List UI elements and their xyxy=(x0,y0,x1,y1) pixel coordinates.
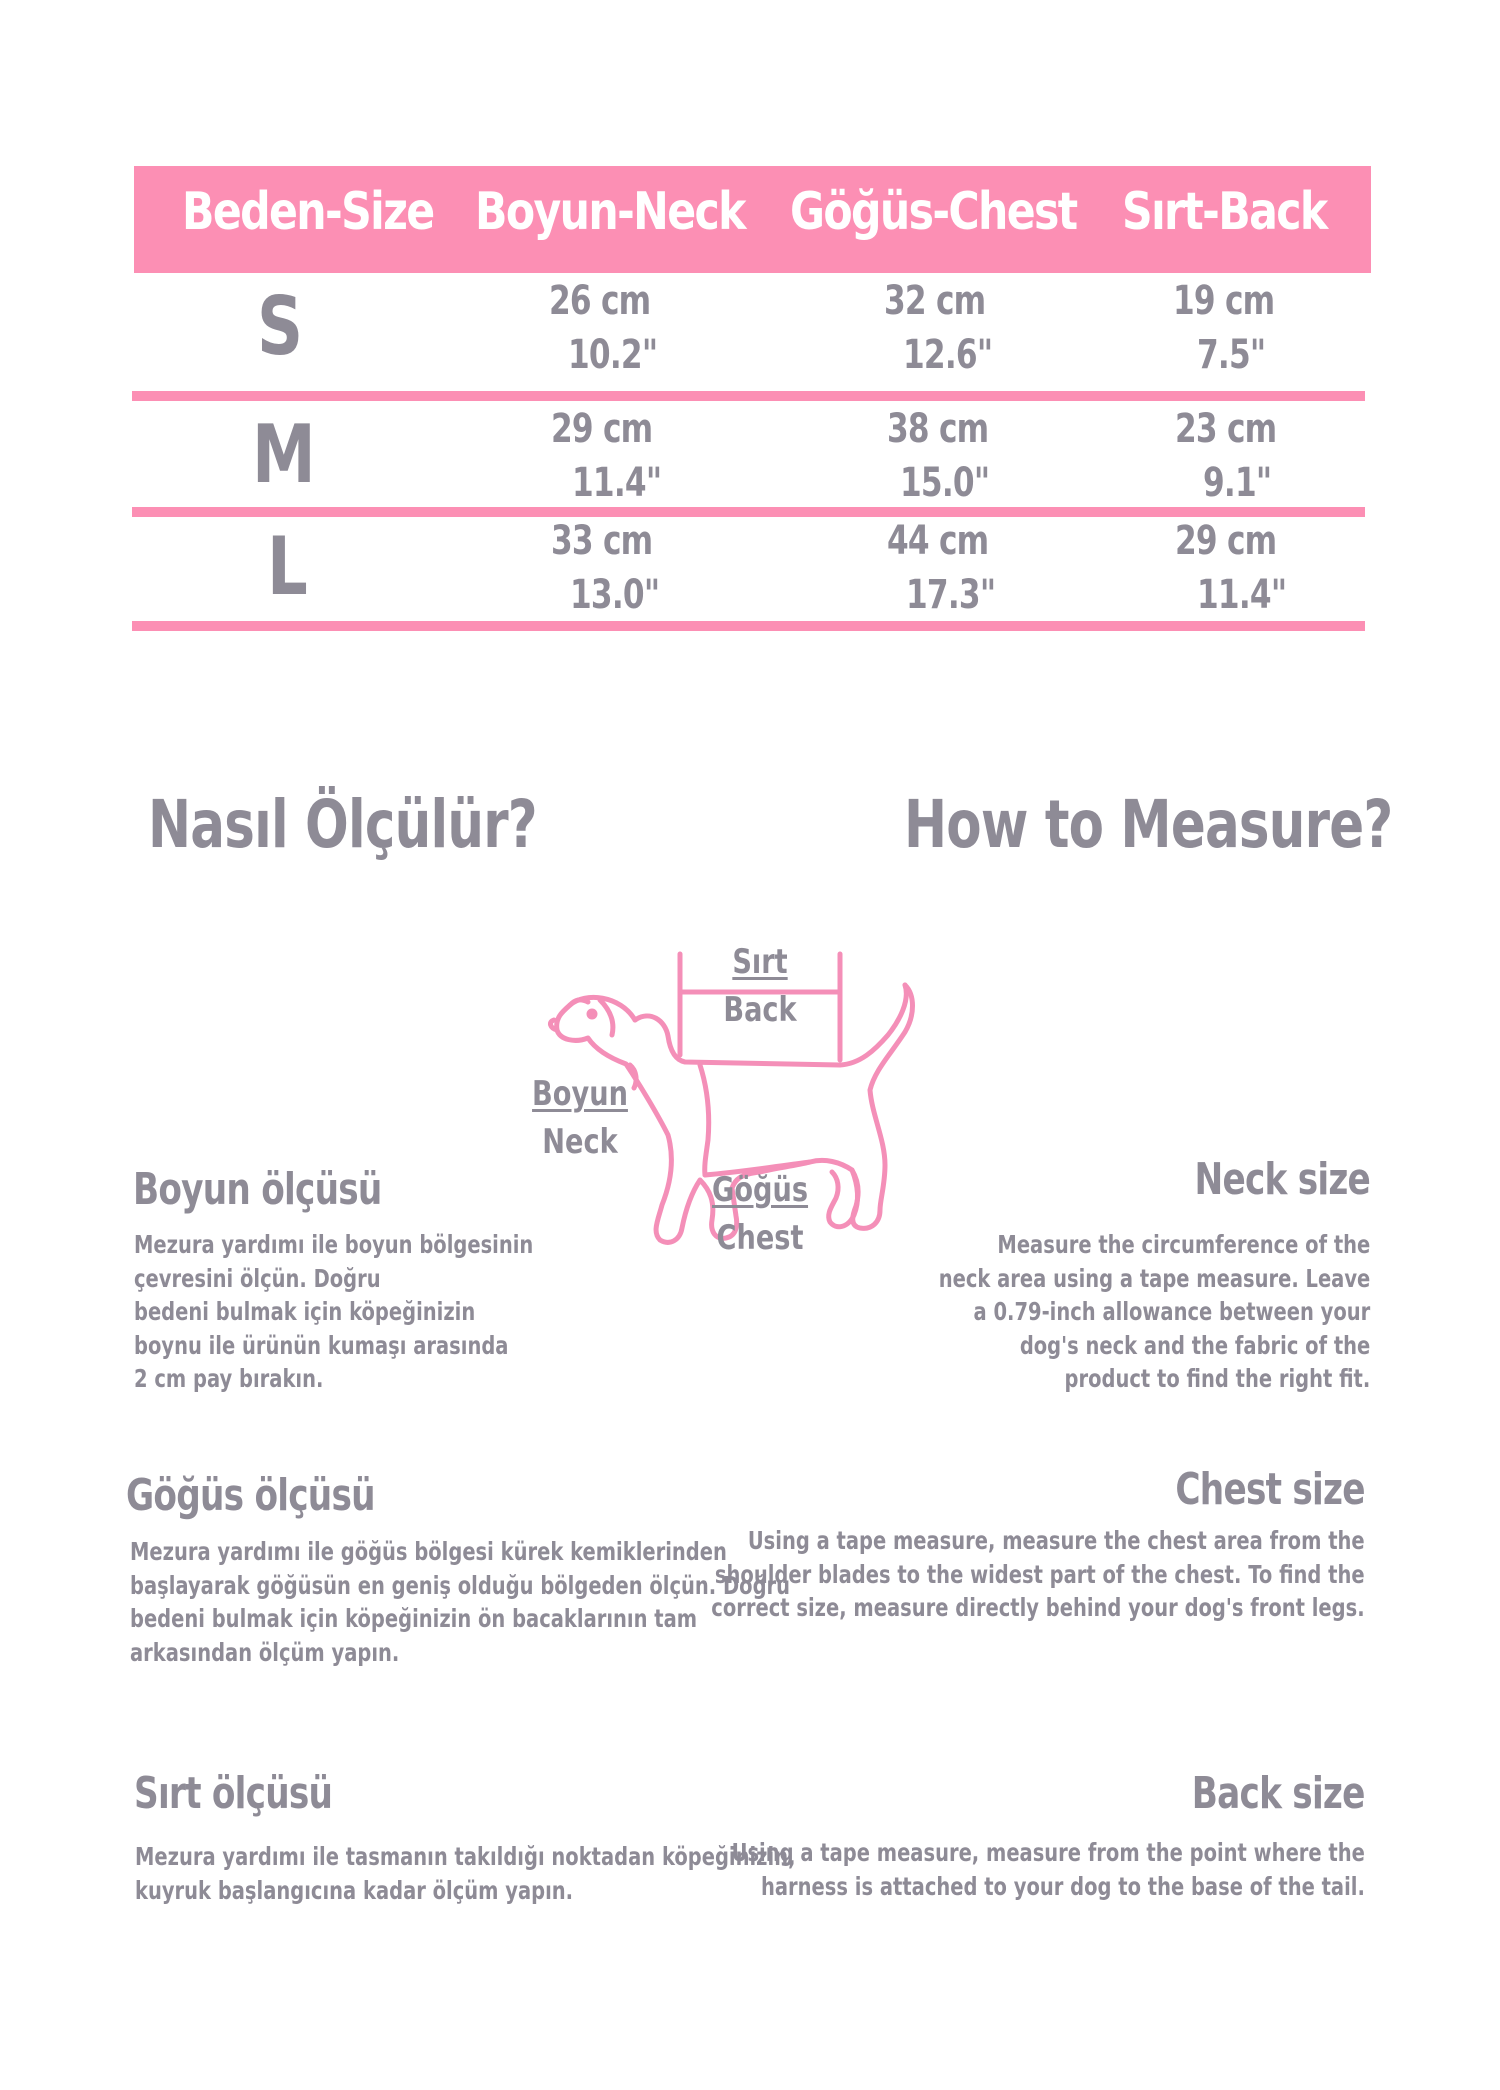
neck-en-title: Neck size xyxy=(1194,1154,1370,1205)
cell-l-chest-cm: 44 cm xyxy=(887,518,989,564)
neck-tr-title: Boyun ölçüsü xyxy=(133,1164,382,1215)
title-en: How to Measure? xyxy=(904,786,1393,863)
diagram-neck-label xyxy=(532,1070,628,1166)
row-size-m: M xyxy=(252,408,316,501)
chest-tr-body: Mezura yardımı ile göğüs bölgesi kürek kemiklerinden başlayarak göğüsün en geniş olduğu bölgeden ölçün. Doğru bedeni bulmak için köpeğinizin ön bacaklarının tam arkasından ölçüm yapın. xyxy=(130,1537,791,1667)
cell-s-back-in: 7.5" xyxy=(1197,332,1266,378)
chest-tr-title: Göğüs ölçüsü xyxy=(126,1470,375,1521)
cell-l-back-in: 11.4" xyxy=(1197,572,1287,618)
row-divider xyxy=(132,391,1365,401)
diagram-chest-en: Chest xyxy=(716,1218,804,1258)
diagram-back-label xyxy=(712,938,808,1034)
back-en-body: Using a tape measure, measure from the point where the harness is attached to your dog to the base of the tail. xyxy=(731,1838,1365,1901)
header-back: Sırt-Back xyxy=(1122,182,1327,242)
cell-l-neck-cm: 33 cm xyxy=(551,518,653,564)
cell-s-neck-cm: 26 cm xyxy=(549,278,651,324)
row-size-l: L xyxy=(267,520,308,613)
diagram-back-tr: Sırt xyxy=(732,942,788,982)
row-divider xyxy=(132,621,1365,631)
diagram-neck-tr: Boyun xyxy=(532,1074,628,1114)
diagram-chest-tr: Göğüs xyxy=(712,1170,809,1210)
cell-m-back-in: 9.1" xyxy=(1203,460,1272,506)
header-neck: Boyun-Neck xyxy=(475,182,745,242)
chest-en-title: Chest size xyxy=(1175,1464,1365,1515)
title-tr: Nasıl Ölçülür? xyxy=(148,786,537,863)
back-tr-body: Mezura yardımı ile tasmanın takıldığı noktadan köpeğinizin, kuyruk başlangıcına kadar ölçüm yapın. xyxy=(135,1842,796,1905)
header-chest: Göğüs-Chest xyxy=(790,182,1077,242)
cell-s-chest-in: 12.6" xyxy=(903,332,993,378)
cell-m-chest-cm: 38 cm xyxy=(887,406,989,452)
neck-tr-body: Mezura yardımı ile boyun bölgesinin çevresini ölçün. Doğru bedeni bulmak için köpeğinizin boynu ile ürünün kumaşı arasında 2 cm pay bırakın. xyxy=(134,1230,534,1393)
diagram-neck-en: Neck xyxy=(542,1122,618,1162)
cell-l-neck-in: 13.0" xyxy=(570,572,660,618)
row-size-s: S xyxy=(257,280,304,373)
back-tr-title: Sırt ölçüsü xyxy=(134,1768,333,1819)
header-size: Beden-Size xyxy=(182,182,434,242)
diagram-back-en: Back xyxy=(723,990,797,1030)
cell-l-chest-in: 17.3" xyxy=(906,572,996,618)
cell-m-back-cm: 23 cm xyxy=(1175,406,1277,452)
back-en-title: Back size xyxy=(1192,1768,1365,1819)
cell-s-neck-in: 10.2" xyxy=(568,332,658,378)
neck-en-body: Measure the circumference of the neck area using a tape measure. Leave a 0.79-inch allowance between your dog's neck and the fabric of the product to find the right fit. xyxy=(938,1230,1370,1393)
cell-m-neck-in: 11.4" xyxy=(572,460,662,506)
cell-m-chest-in: 15.0" xyxy=(900,460,990,506)
cell-s-chest-cm: 32 cm xyxy=(884,278,986,324)
cell-m-neck-cm: 29 cm xyxy=(551,406,653,452)
cell-l-back-cm: 29 cm xyxy=(1175,518,1277,564)
chest-en-body: Using a tape measure, measure the chest area from the shoulder blades to the widest part of the chest. To find the correct size, measure directly behind your dog's front legs. xyxy=(711,1526,1365,1622)
diagram-chest-label xyxy=(712,1166,808,1262)
cell-s-back-cm: 19 cm xyxy=(1173,278,1275,324)
